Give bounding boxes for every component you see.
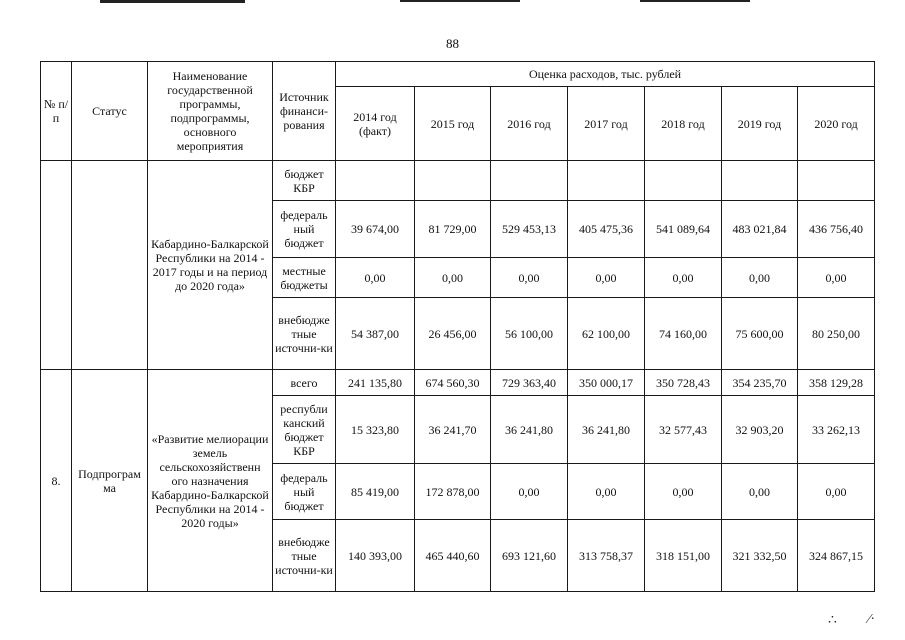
source-label: внебюдже тные источни-ки — [273, 298, 336, 370]
block2-status: Подпрограм ма — [72, 370, 148, 592]
header-year: 2020 год — [798, 87, 875, 161]
scan-artifact-top-center — [400, 0, 520, 2]
value-cell: 324 867,15 — [798, 520, 875, 592]
value-cell: 0,00 — [645, 258, 722, 298]
value-cell: 350 728,43 — [645, 370, 722, 396]
block2-num: 8. — [41, 370, 72, 592]
header-num: № п/п — [41, 62, 72, 161]
value-cell: 75 600,00 — [722, 298, 798, 370]
value-cell — [336, 161, 415, 201]
source-label: федераль ный бюджет — [273, 201, 336, 258]
value-cell: 36 241,80 — [491, 396, 568, 464]
value-cell: 140 393,00 — [336, 520, 415, 592]
value-cell: 56 100,00 — [491, 298, 568, 370]
value-cell: 0,00 — [336, 258, 415, 298]
value-cell: 0,00 — [798, 464, 875, 520]
source-label: всего — [273, 370, 336, 396]
header-year: 2015 год — [415, 87, 491, 161]
value-cell — [645, 161, 722, 201]
header-status: Статус — [72, 62, 148, 161]
value-cell: 436 756,40 — [798, 201, 875, 258]
value-cell: 0,00 — [491, 464, 568, 520]
value-cell: 693 121,60 — [491, 520, 568, 592]
value-cell: 85 419,00 — [336, 464, 415, 520]
budget-table — [40, 61, 875, 592]
value-cell: 36 241,70 — [415, 396, 491, 464]
value-cell: 483 021,84 — [722, 201, 798, 258]
value-cell: 0,00 — [491, 258, 568, 298]
value-cell: 26 456,00 — [415, 298, 491, 370]
value-cell: 0,00 — [645, 464, 722, 520]
scan-artifact-top-left — [100, 0, 245, 3]
value-cell: 241 135,80 — [336, 370, 415, 396]
value-cell: 32 903,20 — [722, 396, 798, 464]
value-cell: 321 332,50 — [722, 520, 798, 592]
value-cell: 81 729,00 — [415, 201, 491, 258]
value-cell: 62 100,00 — [568, 298, 645, 370]
value-cell: 729 363,40 — [491, 370, 568, 396]
source-label: федераль ный бюджет — [273, 464, 336, 520]
block1-num — [41, 161, 72, 370]
value-cell: 32 577,43 — [645, 396, 722, 464]
value-cell: 405 475,36 — [568, 201, 645, 258]
value-cell: 465 440,60 — [415, 520, 491, 592]
value-cell — [568, 161, 645, 201]
value-cell: 74 160,00 — [645, 298, 722, 370]
source-label: республи канский бюджет КБР — [273, 396, 336, 464]
value-cell: 674 560,30 — [415, 370, 491, 396]
value-cell: 350 000,17 — [568, 370, 645, 396]
value-cell: 0,00 — [415, 258, 491, 298]
value-cell: 54 387,00 — [336, 298, 415, 370]
source-label: местные бюджеты — [273, 258, 336, 298]
scan-mark-left: ∴ — [828, 613, 837, 628]
value-cell: 33 262,13 — [798, 396, 875, 464]
value-cell: 15 323,80 — [336, 396, 415, 464]
value-cell — [798, 161, 875, 201]
scan-artifact-top-right — [640, 0, 750, 2]
value-cell: 0,00 — [568, 464, 645, 520]
value-cell: 313 758,37 — [568, 520, 645, 592]
header-year: 2017 год — [568, 87, 645, 161]
header-name: Наименование государственной программы, подпрограммы, основного мероприятия — [148, 62, 273, 161]
value-cell: 529 453,13 — [491, 201, 568, 258]
value-cell: 36 241,80 — [568, 396, 645, 464]
header-year: 2019 год — [722, 87, 798, 161]
page-number: 88 — [446, 36, 459, 51]
source-label: внебюдже тные источни-ки — [273, 520, 336, 592]
header-year: 2018 год — [645, 87, 722, 161]
value-cell: 172 878,00 — [415, 464, 491, 520]
value-cell: 354 235,70 — [722, 370, 798, 396]
header-source: Источник финанси-рования — [273, 62, 336, 161]
scan-mark-right: ⁄· — [868, 612, 875, 627]
value-cell: 541 089,64 — [645, 201, 722, 258]
value-cell — [722, 161, 798, 201]
value-cell: 0,00 — [722, 258, 798, 298]
value-cell: 318 151,00 — [645, 520, 722, 592]
value-cell: 0,00 — [798, 258, 875, 298]
block2-name: «Развитие мелиорации земель сельскохозяйственн ого назначения Кабардино-Балкарской Республики на 2014 - 2020 годы» — [148, 370, 273, 592]
header-year: 2014 год (факт) — [336, 87, 415, 161]
value-cell: 80 250,00 — [798, 298, 875, 370]
block1-name: Кабардино-Балкарской Республики на 2014 - 2017 годы и на период до 2020 года» — [148, 161, 273, 370]
block1-status — [72, 161, 148, 370]
header-year: 2016 год — [491, 87, 568, 161]
value-cell — [415, 161, 491, 201]
value-cell — [491, 161, 568, 201]
value-cell: 358 129,28 — [798, 370, 875, 396]
header-expense-group: Оценка расходов, тыс. рублей — [336, 62, 875, 87]
source-label: бюджет КБР — [273, 161, 336, 201]
value-cell: 0,00 — [568, 258, 645, 298]
value-cell: 0,00 — [722, 464, 798, 520]
value-cell: 39 674,00 — [336, 201, 415, 258]
